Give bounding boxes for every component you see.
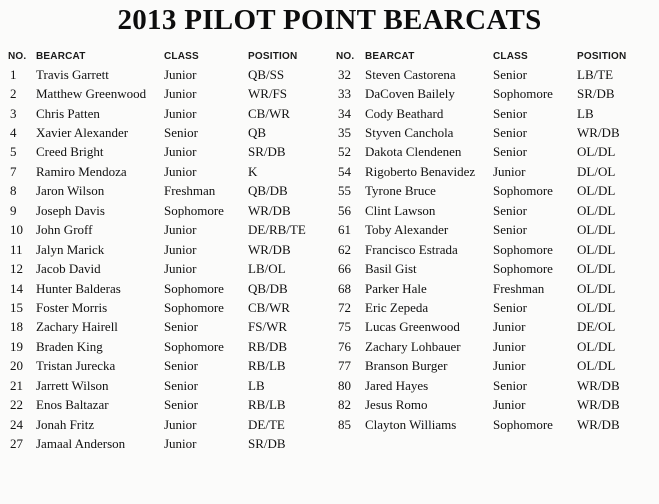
table-row (8, 182, 328, 201)
player-name: Hunter Balderas (36, 280, 121, 296)
player-number: 10 (10, 222, 23, 238)
player-name: Jarrett Wilson (36, 377, 109, 393)
player-position: FS/WR (248, 319, 288, 335)
player-class: Junior (164, 416, 197, 432)
player-position: WR/DB (577, 397, 620, 413)
player-name: DaCoven Bailely (365, 86, 455, 102)
player-name: Tyrone Bruce (365, 183, 436, 199)
page-title: 2013 PILOT POINT BEARCATS (117, 4, 542, 36)
table-row (336, 395, 657, 414)
player-name: Jonah Fritz (36, 416, 95, 432)
player-position: QB (248, 125, 267, 141)
table-row (336, 376, 657, 395)
player-number: 55 (338, 183, 351, 199)
player-class: Junior (164, 66, 197, 82)
player-class: Junior (164, 261, 197, 277)
player-number: 3 (10, 105, 17, 121)
player-position: DE/RB/TE (248, 222, 306, 238)
player-name: Zachary Hairell (36, 319, 118, 335)
player-number: 35 (338, 125, 351, 141)
player-name: Lucas Greenwood (365, 319, 460, 335)
player-position: RB/LB (248, 397, 286, 413)
player-position: OL/DL (577, 222, 616, 238)
player-number: 5 (10, 144, 17, 160)
player-number: 9 (10, 202, 17, 218)
player-number: 75 (338, 319, 351, 335)
player-class: Senior (164, 125, 198, 141)
header-position: POSITION (577, 51, 627, 62)
player-position: OL/DL (577, 183, 616, 199)
player-name: Jalyn Marick (36, 241, 105, 257)
player-number: 27 (10, 436, 23, 452)
table-row (336, 221, 657, 240)
player-position: OL/DL (577, 358, 616, 374)
player-class: Senior (493, 125, 527, 141)
table-row (8, 259, 328, 278)
player-position: LB/TE (577, 66, 614, 82)
player-number: 4 (10, 125, 17, 141)
player-name: Enos Baltazar (36, 397, 109, 413)
player-class: Senior (493, 105, 527, 121)
player-class: Sophomore (493, 241, 553, 257)
player-number: 85 (338, 416, 351, 432)
header-no: NO. (336, 51, 355, 62)
player-position: DE/OL (577, 319, 616, 335)
player-position: SR/DB (248, 144, 286, 160)
right-roster-table (336, 45, 657, 434)
player-class: Senior (493, 66, 527, 82)
player-position: LB (577, 105, 594, 121)
player-class: Junior (164, 163, 197, 179)
left-header-row (8, 45, 328, 62)
player-name: Foster Morris (36, 299, 108, 315)
player-position: LB/OL (248, 261, 286, 277)
header-bearcat: BEARCAT (365, 51, 415, 62)
table-row (8, 221, 328, 240)
player-number: 1 (10, 66, 17, 82)
player-name: Clint Lawson (365, 202, 436, 218)
player-number: 7 (10, 163, 17, 179)
player-name: Jared Hayes (365, 377, 429, 393)
table-row (336, 162, 657, 181)
player-class: Senior (493, 299, 527, 315)
header-no: NO. (8, 51, 27, 62)
player-name: Jesus Romo (365, 397, 428, 413)
player-class: Sophomore (164, 338, 224, 354)
player-position: WR/DB (577, 125, 620, 141)
player-position: WR/DB (577, 377, 620, 393)
player-class: Junior (164, 436, 197, 452)
player-class: Junior (493, 319, 526, 335)
player-position: DE/TE (248, 416, 285, 432)
player-position: WR/DB (577, 416, 620, 432)
player-position: OL/DL (577, 144, 616, 160)
player-number: 68 (338, 280, 351, 296)
table-row (8, 65, 328, 84)
player-number: 52 (338, 144, 351, 160)
player-position: RB/DB (248, 338, 288, 354)
player-name: Xavier Alexander (36, 125, 129, 141)
player-name: Creed Bright (36, 144, 104, 160)
player-position: QB/DB (248, 183, 288, 199)
table-row (336, 259, 657, 278)
player-number: 33 (338, 86, 351, 102)
player-class: Junior (493, 358, 526, 374)
player-class: Senior (164, 319, 198, 335)
player-class: Sophomore (493, 416, 553, 432)
player-number: 8 (10, 183, 17, 199)
player-name: Dakota Clendenen (365, 144, 462, 160)
player-number: 24 (10, 416, 23, 432)
player-class: Freshman (493, 280, 545, 296)
player-number: 21 (10, 377, 23, 393)
player-position: SR/DB (577, 86, 615, 102)
table-row (336, 279, 657, 298)
player-class: Freshman (164, 183, 216, 199)
header-class: CLASS (164, 51, 199, 62)
right-header-row (336, 45, 657, 62)
player-number: 72 (338, 299, 351, 315)
table-row (8, 434, 328, 453)
player-number: 19 (10, 338, 23, 354)
player-class: Sophomore (493, 86, 553, 102)
player-name: Cody Beathard (365, 105, 444, 121)
player-number: 32 (338, 66, 351, 82)
player-number: 82 (338, 397, 351, 413)
player-number: 66 (338, 261, 351, 277)
table-row (8, 162, 328, 181)
table-row (8, 395, 328, 414)
player-class: Senior (493, 144, 527, 160)
table-row (336, 104, 657, 123)
player-name: Braden King (36, 338, 103, 354)
header-position: POSITION (248, 51, 298, 62)
table-row (336, 201, 657, 220)
player-position: LB (248, 377, 265, 393)
player-class: Sophomore (493, 261, 553, 277)
player-position: OL/DL (577, 280, 616, 296)
player-class: Junior (164, 105, 197, 121)
player-number: 14 (10, 280, 23, 296)
player-name: Francisco Estrada (365, 241, 458, 257)
table-row (8, 123, 328, 142)
player-position: OL/DL (577, 241, 616, 257)
player-class: Senior (164, 377, 198, 393)
player-name: Parker Hale (365, 280, 427, 296)
player-name: Chris Patten (36, 105, 100, 121)
player-number: 54 (338, 163, 351, 179)
table-row (336, 357, 657, 376)
player-position: OL/DL (577, 202, 616, 218)
player-number: 20 (10, 358, 23, 374)
player-number: 11 (10, 241, 23, 257)
player-name: Jamaal Anderson (36, 436, 126, 452)
player-position: OL/DL (577, 338, 616, 354)
player-number: 15 (10, 299, 23, 315)
player-number: 2 (10, 86, 17, 102)
player-name: John Groff (36, 222, 93, 238)
player-name: Travis Garrett (36, 66, 109, 82)
player-name: Tristan Jurecka (36, 358, 116, 374)
table-row (336, 182, 657, 201)
player-class: Sophomore (164, 280, 224, 296)
table-row (8, 143, 328, 162)
player-number: 18 (10, 319, 23, 335)
player-class: Junior (493, 397, 526, 413)
player-name: Branson Burger (365, 358, 448, 374)
player-position: OL/DL (577, 261, 616, 277)
player-class: Junior (164, 222, 197, 238)
player-name: Eric Zepeda (365, 299, 429, 315)
table-row (336, 65, 657, 84)
player-class: Sophomore (493, 183, 553, 199)
player-position: DL/OL (577, 163, 616, 179)
player-position: OL/DL (577, 299, 616, 315)
player-position: WR/DB (248, 202, 291, 218)
player-class: Sophomore (164, 202, 224, 218)
table-row (8, 318, 328, 337)
player-name: Rigoberto Benavidez (365, 163, 476, 179)
player-position: CB/WR (248, 105, 290, 121)
player-name: Clayton Williams (365, 416, 457, 432)
right-roster-rows (336, 65, 657, 434)
player-name: Styven Canchola (365, 125, 454, 141)
player-number: 62 (338, 241, 351, 257)
player-class: Junior (493, 163, 526, 179)
table-row (8, 337, 328, 356)
table-row (8, 415, 328, 434)
player-name: Jaron Wilson (36, 183, 105, 199)
player-class: Sophomore (164, 299, 224, 315)
player-name: Matthew Greenwood (36, 86, 147, 102)
table-row (336, 318, 657, 337)
player-name: Joseph Davis (36, 202, 105, 218)
player-name: Steven Castorena (365, 66, 456, 82)
player-number: 22 (10, 397, 23, 413)
table-row (8, 240, 328, 259)
player-position: K (248, 163, 258, 179)
player-position: QB/DB (248, 280, 288, 296)
left-roster-table (8, 45, 328, 454)
table-row (336, 240, 657, 259)
player-class: Senior (493, 377, 527, 393)
table-row (8, 104, 328, 123)
player-class: Junior (164, 86, 197, 102)
table-row (8, 201, 328, 220)
table-row (336, 143, 657, 162)
player-name: Basil Gist (365, 261, 417, 277)
player-class: Senior (164, 397, 198, 413)
player-position: QB/SS (248, 66, 285, 82)
player-class: Senior (493, 222, 527, 238)
player-class: Senior (493, 202, 527, 218)
table-row (8, 357, 328, 376)
player-class: Junior (164, 144, 197, 160)
player-class: Senior (164, 358, 198, 374)
player-name: Ramiro Mendoza (36, 163, 127, 179)
player-position: SR/DB (248, 436, 286, 452)
left-roster-rows (8, 65, 328, 454)
player-name: Zachary Lohbauer (365, 338, 461, 354)
player-position: WR/FS (248, 86, 288, 102)
table-row (336, 337, 657, 356)
player-class: Junior (164, 241, 197, 257)
table-row (336, 123, 657, 142)
table-row (336, 298, 657, 317)
player-number: 76 (338, 338, 351, 354)
player-position: WR/DB (248, 241, 291, 257)
player-name: Toby Alexander (365, 222, 449, 238)
header-bearcat: BEARCAT (36, 51, 86, 62)
player-name: Jacob David (36, 261, 101, 277)
table-row (8, 376, 328, 395)
player-number: 34 (338, 105, 351, 121)
player-position: CB/WR (248, 299, 290, 315)
player-number: 12 (10, 261, 23, 277)
player-number: 61 (338, 222, 351, 238)
player-number: 80 (338, 377, 351, 393)
table-row (336, 415, 657, 434)
header-class: CLASS (493, 51, 528, 62)
table-row (336, 84, 657, 103)
player-position: RB/LB (248, 358, 286, 374)
player-number: 56 (338, 202, 351, 218)
table-row (8, 84, 328, 103)
player-number: 77 (338, 358, 351, 374)
table-row (8, 279, 328, 298)
player-class: Junior (493, 338, 526, 354)
table-row (8, 298, 328, 317)
